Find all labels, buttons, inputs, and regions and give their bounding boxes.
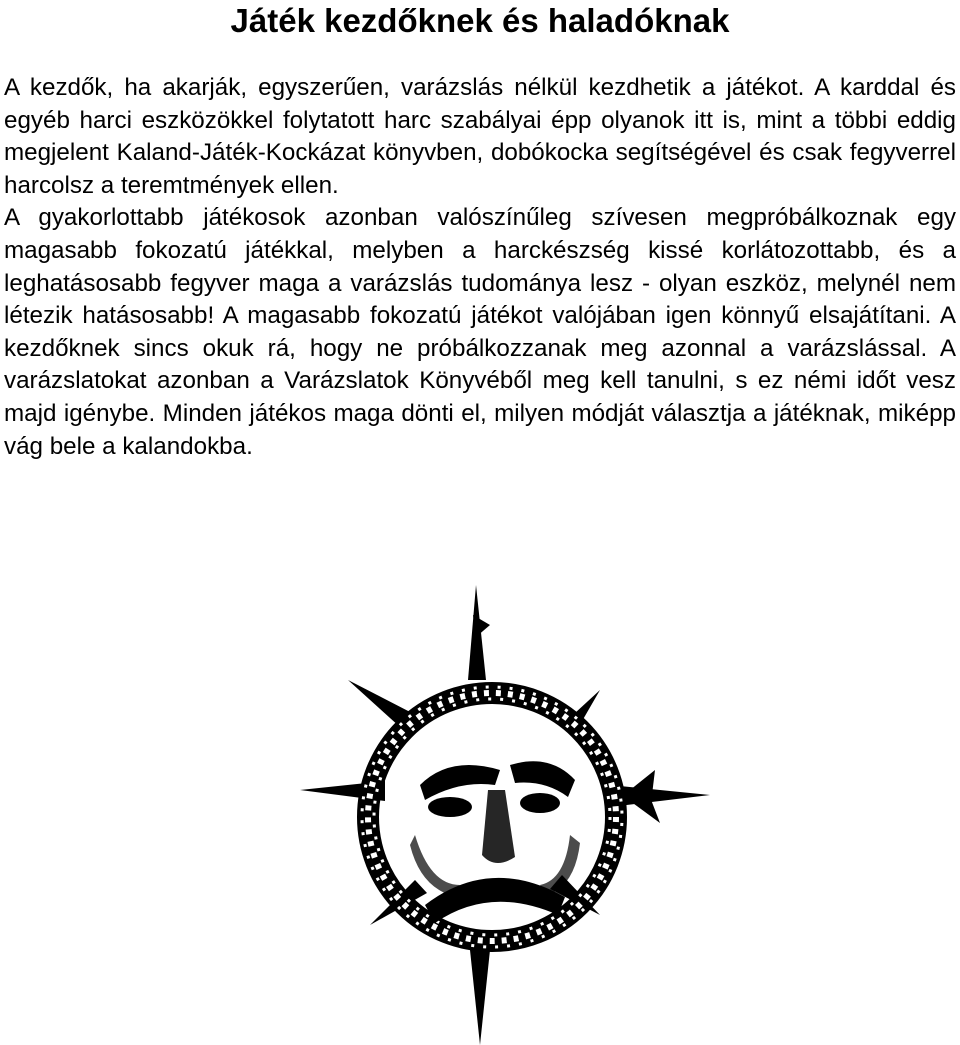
paragraph-beginners: A kezdők, ha akarják, egyszerűen, varázslás nélkül kezdhetik a játékot. A karddal és egyéb harci eszközökkel folytatott harc szabályai épp olyanok itt is, mint a többi eddig megjelent Kaland-Játék-Kockázat könyvben, dobókocka segítségével és csak fegyverrel harcolsz a teremtmények ellen. [4,74,956,199]
sun-face-emblem-icon [300,585,720,1045]
body-text [4,72,956,463]
page-title: Játék kezdőknek és haladóknak [230,2,730,39]
paragraph-advanced: A gyakorlottabb játékosok azonban valószínűleg szívesen megpróbálkoznak egy magasabb fokozatú játékkal, melyben a harckészség kissé korlátozottabb, és a leghatásosabb fegyver maga a varázslás tudománya lesz - olyan eszköz, melynél nem létezik hatásosabb! A magasabb fokozatú játékot valójában igen könnyű elsajátítani. A kezdőknek sincs okuk rá, hogy ne próbálkozzanak meg azonnal a varázslással. A varázslatokat azonban a Varázslatok Könyvéből meg kell tanulni, s ez némi időt vesz majd igénybe. Minden játékos maga dönti el, milyen módját választja a játéknak, miképp vág bele a kalandokba. [4,204,956,460]
